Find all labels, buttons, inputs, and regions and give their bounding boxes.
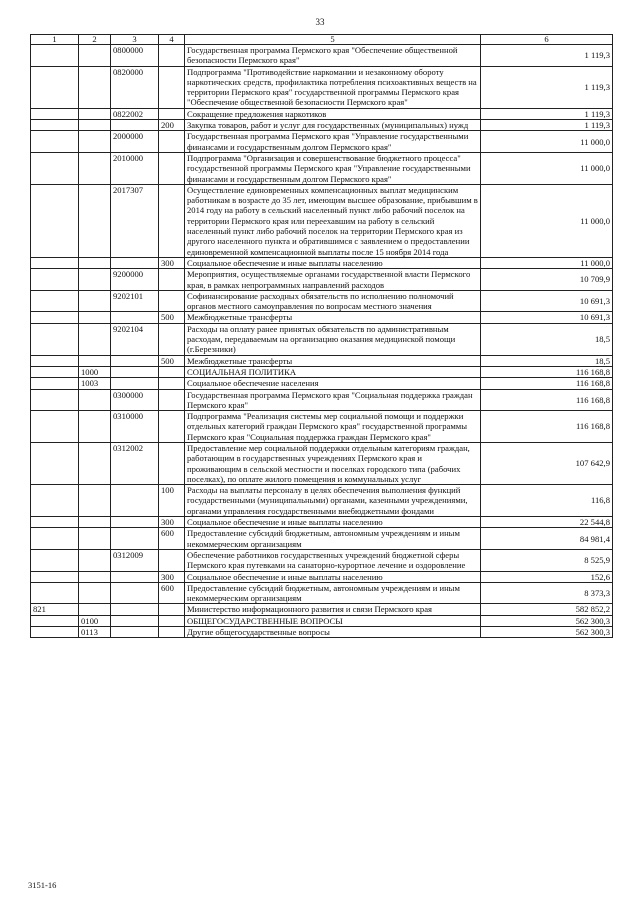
admin-code-cell — [31, 528, 79, 550]
column-header: 3 — [111, 35, 159, 45]
amount-cell: 116 168,8 — [481, 378, 613, 389]
column-number-header-row — [31, 35, 613, 45]
expense-type-code-cell — [159, 131, 185, 153]
target-item-code-cell: 2017307 — [111, 184, 159, 257]
expense-type-code-cell: 300 — [159, 571, 185, 582]
amount-cell: 11 000,0 — [481, 131, 613, 153]
target-item-code-cell — [111, 378, 159, 389]
table-row — [31, 323, 613, 355]
target-item-code-cell: 0800000 — [111, 45, 159, 67]
expense-type-code-cell — [159, 66, 185, 108]
description-cell: Другие общегосударственные вопросы — [185, 627, 481, 638]
amount-cell: 562 300,3 — [481, 615, 613, 626]
column-header: 5 — [185, 35, 481, 45]
document-code: 3151-16 — [28, 880, 57, 890]
target-item-code-cell — [111, 355, 159, 366]
table-row — [31, 45, 613, 67]
section-code-cell — [79, 442, 111, 484]
expense-type-code-cell — [159, 152, 185, 184]
expense-type-code-cell: 300 — [159, 517, 185, 528]
description-cell: Государственная программа Пермского края "Управление государственными финансами и государственным долгом Пермского края" — [185, 131, 481, 153]
target-item-code-cell — [111, 528, 159, 550]
table-row — [31, 120, 613, 131]
amount-cell: 116,8 — [481, 485, 613, 517]
admin-code-cell — [31, 355, 79, 366]
description-cell: Государственная программа Пермского края "Обеспечение общественной безопасности Пермского края" — [185, 45, 481, 67]
table-row — [31, 366, 613, 377]
table-row — [31, 290, 613, 312]
section-code-cell — [79, 152, 111, 184]
description-cell: Подпрограмма "Реализация системы мер социальной помощи и поддержки отдельных категорий граждан Пермского края" государственной программы Пермского края "Социальная поддержка граждан Пермского края" — [185, 411, 481, 443]
table-row — [31, 184, 613, 257]
expense-type-code-cell: 600 — [159, 582, 185, 604]
table-row — [31, 485, 613, 517]
section-code-cell: 1000 — [79, 366, 111, 377]
amount-cell: 22 544,8 — [481, 517, 613, 528]
expense-type-code-cell — [159, 627, 185, 638]
amount-cell: 1 119,3 — [481, 66, 613, 108]
table-row — [31, 582, 613, 604]
table-row — [31, 389, 613, 411]
page-number: 33 — [315, 17, 325, 27]
amount-cell: 107 642,9 — [481, 442, 613, 484]
description-cell: Министерство информационного развития и связи Пермского края — [185, 604, 481, 615]
section-code-cell — [79, 108, 111, 119]
description-cell: Социальное обеспечение населения — [185, 378, 481, 389]
table-row — [31, 411, 613, 443]
section-code-cell: 0113 — [79, 627, 111, 638]
target-item-code-cell — [111, 257, 159, 268]
column-header: 1 — [31, 35, 79, 45]
description-cell: Межбюджетные трансферты — [185, 312, 481, 323]
admin-code-cell — [31, 366, 79, 377]
target-item-code-cell: 0310000 — [111, 411, 159, 443]
admin-code-cell — [31, 108, 79, 119]
amount-cell: 8 525,9 — [481, 549, 613, 571]
description-cell: Обеспечение работников государственных учреждений бюджетной сферы Пермского края путевками на санаторно-курортное лечение и оздоровление — [185, 549, 481, 571]
target-item-code-cell: 2000000 — [111, 131, 159, 153]
section-code-cell — [79, 184, 111, 257]
admin-code-cell — [31, 290, 79, 312]
target-item-code-cell — [111, 366, 159, 377]
target-item-code-cell: 0300000 — [111, 389, 159, 411]
amount-cell: 116 168,8 — [481, 411, 613, 443]
admin-code-cell — [31, 184, 79, 257]
section-code-cell — [79, 120, 111, 131]
table-row — [31, 108, 613, 119]
amount-cell: 10 691,3 — [481, 290, 613, 312]
target-item-code-cell: 9202101 — [111, 290, 159, 312]
description-cell: Расходы на выплаты персоналу в целях обеспечения выполнения функций государственными (муниципальными) органами, казенными учреждениями, органами управления государственными внебюджетными фондами — [185, 485, 481, 517]
table-row — [31, 615, 613, 626]
section-code-cell — [79, 604, 111, 615]
description-cell: Межбюджетные трансферты — [185, 355, 481, 366]
column-header: 2 — [79, 35, 111, 45]
table-row — [31, 378, 613, 389]
amount-cell: 1 119,3 — [481, 108, 613, 119]
amount-cell: 18,5 — [481, 355, 613, 366]
admin-code-cell — [31, 389, 79, 411]
target-item-code-cell: 0820000 — [111, 66, 159, 108]
target-item-code-cell — [111, 582, 159, 604]
section-code-cell — [79, 45, 111, 67]
expense-type-code-cell — [159, 323, 185, 355]
table-row — [31, 571, 613, 582]
section-code-cell — [79, 571, 111, 582]
amount-cell: 116 168,8 — [481, 366, 613, 377]
amount-cell: 582 852,2 — [481, 604, 613, 615]
target-item-code-cell — [111, 571, 159, 582]
section-code-cell — [79, 582, 111, 604]
target-item-code-cell: 9200000 — [111, 269, 159, 291]
expense-type-code-cell — [159, 108, 185, 119]
expense-type-code-cell — [159, 378, 185, 389]
target-item-code-cell: 0312002 — [111, 442, 159, 484]
expense-type-code-cell — [159, 549, 185, 571]
expense-type-code-cell: 500 — [159, 312, 185, 323]
description-cell: СОЦИАЛЬНАЯ ПОЛИТИКА — [185, 366, 481, 377]
admin-code-cell: 821 — [31, 604, 79, 615]
admin-code-cell — [31, 312, 79, 323]
table-row — [31, 627, 613, 638]
description-cell: Предоставление субсидий бюджетным, автономным учреждениям и иным некоммерческим организациям — [185, 528, 481, 550]
expense-type-code-cell — [159, 411, 185, 443]
amount-cell: 18,5 — [481, 323, 613, 355]
section-code-cell — [79, 389, 111, 411]
target-item-code-cell: 0312009 — [111, 549, 159, 571]
target-item-code-cell — [111, 604, 159, 615]
section-code-cell — [79, 290, 111, 312]
admin-code-cell — [31, 627, 79, 638]
description-cell: Закупка товаров, работ и услуг для государственных (муниципальных) нужд — [185, 120, 481, 131]
amount-cell: 562 300,3 — [481, 627, 613, 638]
table-row — [31, 517, 613, 528]
amount-cell: 8 373,3 — [481, 582, 613, 604]
description-cell: Предоставление мер социальной поддержки отдельным категориям граждан, работающим в государственных учреждениях Пермского края и проживающим в сельской местности и поселках городского типа (рабочих поселках), по оплате жилого помещения и коммунальных услуг — [185, 442, 481, 484]
table-row — [31, 442, 613, 484]
admin-code-cell — [31, 411, 79, 443]
target-item-code-cell — [111, 312, 159, 323]
section-code-cell — [79, 549, 111, 571]
admin-code-cell — [31, 485, 79, 517]
expense-type-code-cell: 500 — [159, 355, 185, 366]
amount-cell: 152,6 — [481, 571, 613, 582]
table-row — [31, 549, 613, 571]
target-item-code-cell — [111, 120, 159, 131]
amount-cell: 10 691,3 — [481, 312, 613, 323]
description-cell: Софинансирование расходных обязательств по исполнению полномочий органов местного самоуправления по вопросам местного значения — [185, 290, 481, 312]
expense-type-code-cell — [159, 290, 185, 312]
column-header: 4 — [159, 35, 185, 45]
expense-type-code-cell: 200 — [159, 120, 185, 131]
expense-type-code-cell — [159, 269, 185, 291]
description-cell: Осуществление единовременных компенсационных выплат медицинским работникам в возрасте до 35 лет, имеющим высшее образование, прибывшим в 2014 году на работу в сельский населенный пункт либо рабочий поселок на территории Пермского края или переехавшим на работу в сельский населенный пункт либо рабочий поселок на территории Пермского края из другого населенного пункта и обратившимся с заявлением о предоставлении единовременной компенсационной выплаты после 15 ноября 2014 года — [185, 184, 481, 257]
amount-cell: 11 000,0 — [481, 152, 613, 184]
expense-type-code-cell — [159, 615, 185, 626]
admin-code-cell — [31, 152, 79, 184]
section-code-cell — [79, 257, 111, 268]
expense-type-code-cell — [159, 389, 185, 411]
section-code-cell — [79, 66, 111, 108]
section-code-cell — [79, 131, 111, 153]
amount-cell: 11 000,0 — [481, 257, 613, 268]
description-cell: Подпрограмма "Противодействие наркомании и незаконному обороту наркотических средств, профилактика потребления психоактивных веществ на территории Пермского края" государственной программы Пермского края "Обеспечение общественной безопасности Пермского края" — [185, 66, 481, 108]
budget-table — [30, 34, 613, 638]
description-cell: Государственная программа Пермского края "Социальная поддержка граждан Пермского края" — [185, 389, 481, 411]
admin-code-cell — [31, 582, 79, 604]
table-row — [31, 257, 613, 268]
target-item-code-cell — [111, 627, 159, 638]
admin-code-cell — [31, 549, 79, 571]
target-item-code-cell: 0822002 — [111, 108, 159, 119]
table-row — [31, 604, 613, 615]
admin-code-cell — [31, 615, 79, 626]
description-cell: Социальное обеспечение и иные выплаты населению — [185, 257, 481, 268]
admin-code-cell — [31, 66, 79, 108]
table-row — [31, 131, 613, 153]
target-item-code-cell — [111, 485, 159, 517]
description-cell: ОБЩЕГОСУДАРСТВЕННЫЕ ВОПРОСЫ — [185, 615, 481, 626]
amount-cell: 84 981,4 — [481, 528, 613, 550]
section-code-cell — [79, 411, 111, 443]
expense-type-code-cell: 300 — [159, 257, 185, 268]
description-cell: Подпрограмма "Организация и совершенствование бюджетного процесса" государственной программы Пермского края "Управление государственными финансами и государственным долгом Пермского края" — [185, 152, 481, 184]
target-item-code-cell — [111, 517, 159, 528]
description-cell: Социальное обеспечение и иные выплаты населению — [185, 571, 481, 582]
admin-code-cell — [31, 131, 79, 153]
column-header: 6 — [481, 35, 613, 45]
admin-code-cell — [31, 378, 79, 389]
table-row — [31, 152, 613, 184]
expense-type-code-cell — [159, 604, 185, 615]
admin-code-cell — [31, 442, 79, 484]
expense-type-code-cell: 600 — [159, 528, 185, 550]
amount-cell: 11 000,0 — [481, 184, 613, 257]
amount-cell: 10 709,9 — [481, 269, 613, 291]
expense-type-code-cell: 100 — [159, 485, 185, 517]
admin-code-cell — [31, 571, 79, 582]
section-code-cell: 0100 — [79, 615, 111, 626]
section-code-cell — [79, 355, 111, 366]
expense-type-code-cell — [159, 184, 185, 257]
description-cell: Мероприятия, осуществляемые органами государственной власти Пермского края, в рамках непрограммных направлений расходов — [185, 269, 481, 291]
table-row — [31, 355, 613, 366]
admin-code-cell — [31, 120, 79, 131]
expense-type-code-cell — [159, 366, 185, 377]
description-cell: Сокращение предложения наркотиков — [185, 108, 481, 119]
admin-code-cell — [31, 269, 79, 291]
expense-type-code-cell — [159, 45, 185, 67]
amount-cell: 1 119,3 — [481, 120, 613, 131]
description-cell: Социальное обеспечение и иные выплаты населению — [185, 517, 481, 528]
admin-code-cell — [31, 45, 79, 67]
table-row — [31, 66, 613, 108]
target-item-code-cell — [111, 615, 159, 626]
admin-code-cell — [31, 323, 79, 355]
section-code-cell — [79, 485, 111, 517]
section-code-cell — [79, 269, 111, 291]
admin-code-cell — [31, 257, 79, 268]
section-code-cell: 1003 — [79, 378, 111, 389]
table-row — [31, 269, 613, 291]
section-code-cell — [79, 528, 111, 550]
section-code-cell — [79, 517, 111, 528]
amount-cell: 116 168,8 — [481, 389, 613, 411]
description-cell: Предоставление субсидий бюджетным, автономным учреждениям и иным некоммерческим организациям — [185, 582, 481, 604]
description-cell: Расходы на оплату ранее принятых обязательств по административным расходам, передаваемым на организацию оказания медицинской помощи (г.Березники) — [185, 323, 481, 355]
table-row — [31, 312, 613, 323]
section-code-cell — [79, 323, 111, 355]
amount-cell: 1 119,3 — [481, 45, 613, 67]
target-item-code-cell: 2010000 — [111, 152, 159, 184]
expense-type-code-cell — [159, 442, 185, 484]
section-code-cell — [79, 312, 111, 323]
admin-code-cell — [31, 517, 79, 528]
target-item-code-cell: 9202104 — [111, 323, 159, 355]
table-row — [31, 528, 613, 550]
